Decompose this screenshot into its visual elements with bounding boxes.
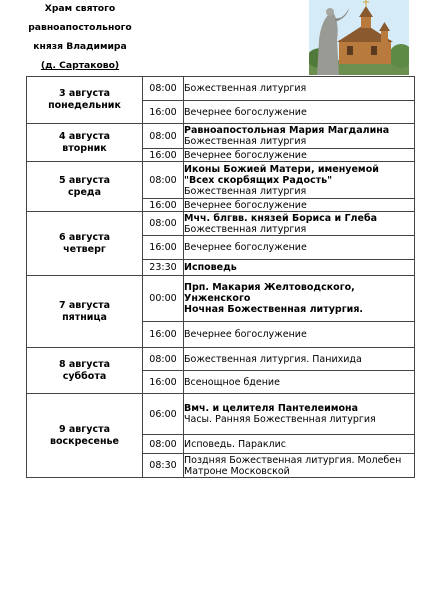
day-cell [27,212,143,276]
day-date: 5 августа [58,174,111,186]
church-title [0,0,160,76]
service-time: 16:00 [143,149,184,162]
feast-name: "Всех скорбящих Радость" [184,174,333,186]
day-cell [27,276,143,348]
service-description [184,149,415,162]
service-name: Матроне Московской [184,465,290,477]
day-cell [27,162,143,212]
service-name: Божественная литургия. Панихида [184,353,362,365]
schedule-row [27,394,415,435]
day-cell [27,77,143,124]
feast-name: Ночная Божественная литургия. [184,304,364,315]
day-date: 9 августа [58,423,111,435]
service-description [184,101,415,124]
service-name: Вечернее богослужение [184,149,307,161]
service-description [184,276,415,322]
service-time: 08:00 [143,348,184,371]
service-description [184,394,415,435]
service-description [184,236,415,260]
service-time: 16:00 [143,199,184,212]
service-name: Вечернее богослужение [184,329,307,340]
service-description [184,454,415,478]
schedule-row [27,162,415,199]
day-date: 4 августа [58,130,111,142]
day-weekday: понедельник [48,100,121,111]
day-weekday: пятница [62,311,107,323]
service-description [184,124,415,149]
service-description [184,435,415,454]
schedule-row [27,124,415,149]
feast-name: Вмч. и целителя Пантелеимона [184,403,359,414]
schedule-row [27,276,415,322]
day-date: 7 августа [58,299,111,311]
service-time: 08:00 [143,124,184,149]
service-description [184,199,415,212]
service-name: Божественная литургия [184,83,307,94]
service-description [184,322,415,348]
service-description [184,348,415,371]
feast-name: Равноапостольная Мария Магдалина [184,125,390,136]
day-cell [27,124,143,162]
day-date: 8 августа [58,358,111,370]
church-photo [309,0,409,75]
feast-name: Мчч. блгвв. князей Бориса и Глеба [184,212,377,224]
service-name: Вечернее богослужение [184,106,307,118]
service-time: 06:00 [143,394,184,435]
service-time: 16:00 [143,322,184,348]
day-cell [27,394,143,478]
service-name: Божественная литургия [184,136,307,147]
title-line-2: равноапостольного [28,22,132,33]
service-description [184,371,415,394]
schedule-row [27,212,415,236]
schedule-row [27,77,415,101]
service-name: Исповедь. Параклис [184,438,287,450]
service-name: Божественная литургия [184,223,307,235]
service-time: 08:00 [143,212,184,236]
service-name: Вечернее богослужение [184,199,307,211]
day-weekday: воскресенье [50,435,119,447]
service-description [184,77,415,101]
feast-name: Прп. Макария Желтоводского, [184,282,355,293]
service-time: 16:00 [143,101,184,124]
service-name: Вечернее богослужение [184,242,307,253]
feast-name: Исповедь [184,262,237,273]
service-time: 08:00 [143,162,184,199]
feast-name: Унженского [184,293,251,304]
service-description [184,212,415,236]
service-time: 16:00 [143,236,184,260]
schedule-table [26,76,415,478]
day-weekday: вторник [62,142,107,154]
service-time: 08:00 [143,435,184,454]
schedule-row [27,348,415,371]
service-time: 08:00 [143,77,184,101]
service-name: Часы. Ранняя Божественная литургия [184,414,376,425]
title-line-3: князя Владимира [33,41,127,52]
title-line-4: (д. Сартаково) [40,60,120,71]
service-time: 16:00 [143,371,184,394]
day-date: 3 августа [58,88,111,99]
title-line-1: Храм святого [44,3,116,14]
day-weekday: четверг [63,243,106,255]
service-description [184,260,415,276]
service-name: Всенощное бдение [184,376,280,388]
service-name: Поздняя Божественная литургия. Молебен [184,454,402,466]
church-photo-image [309,0,409,75]
service-name: Божественная литургия [184,185,307,197]
day-date: 6 августа [58,231,111,243]
day-weekday: суббота [62,370,107,382]
service-time: 08:30 [143,454,184,478]
feast-name: Иконы Божией Матери, именуемой [184,163,379,175]
service-time: 23:30 [143,260,184,276]
service-time: 00:00 [143,276,184,322]
service-description [184,162,415,199]
day-cell [27,348,143,394]
day-weekday: среда [68,186,101,198]
